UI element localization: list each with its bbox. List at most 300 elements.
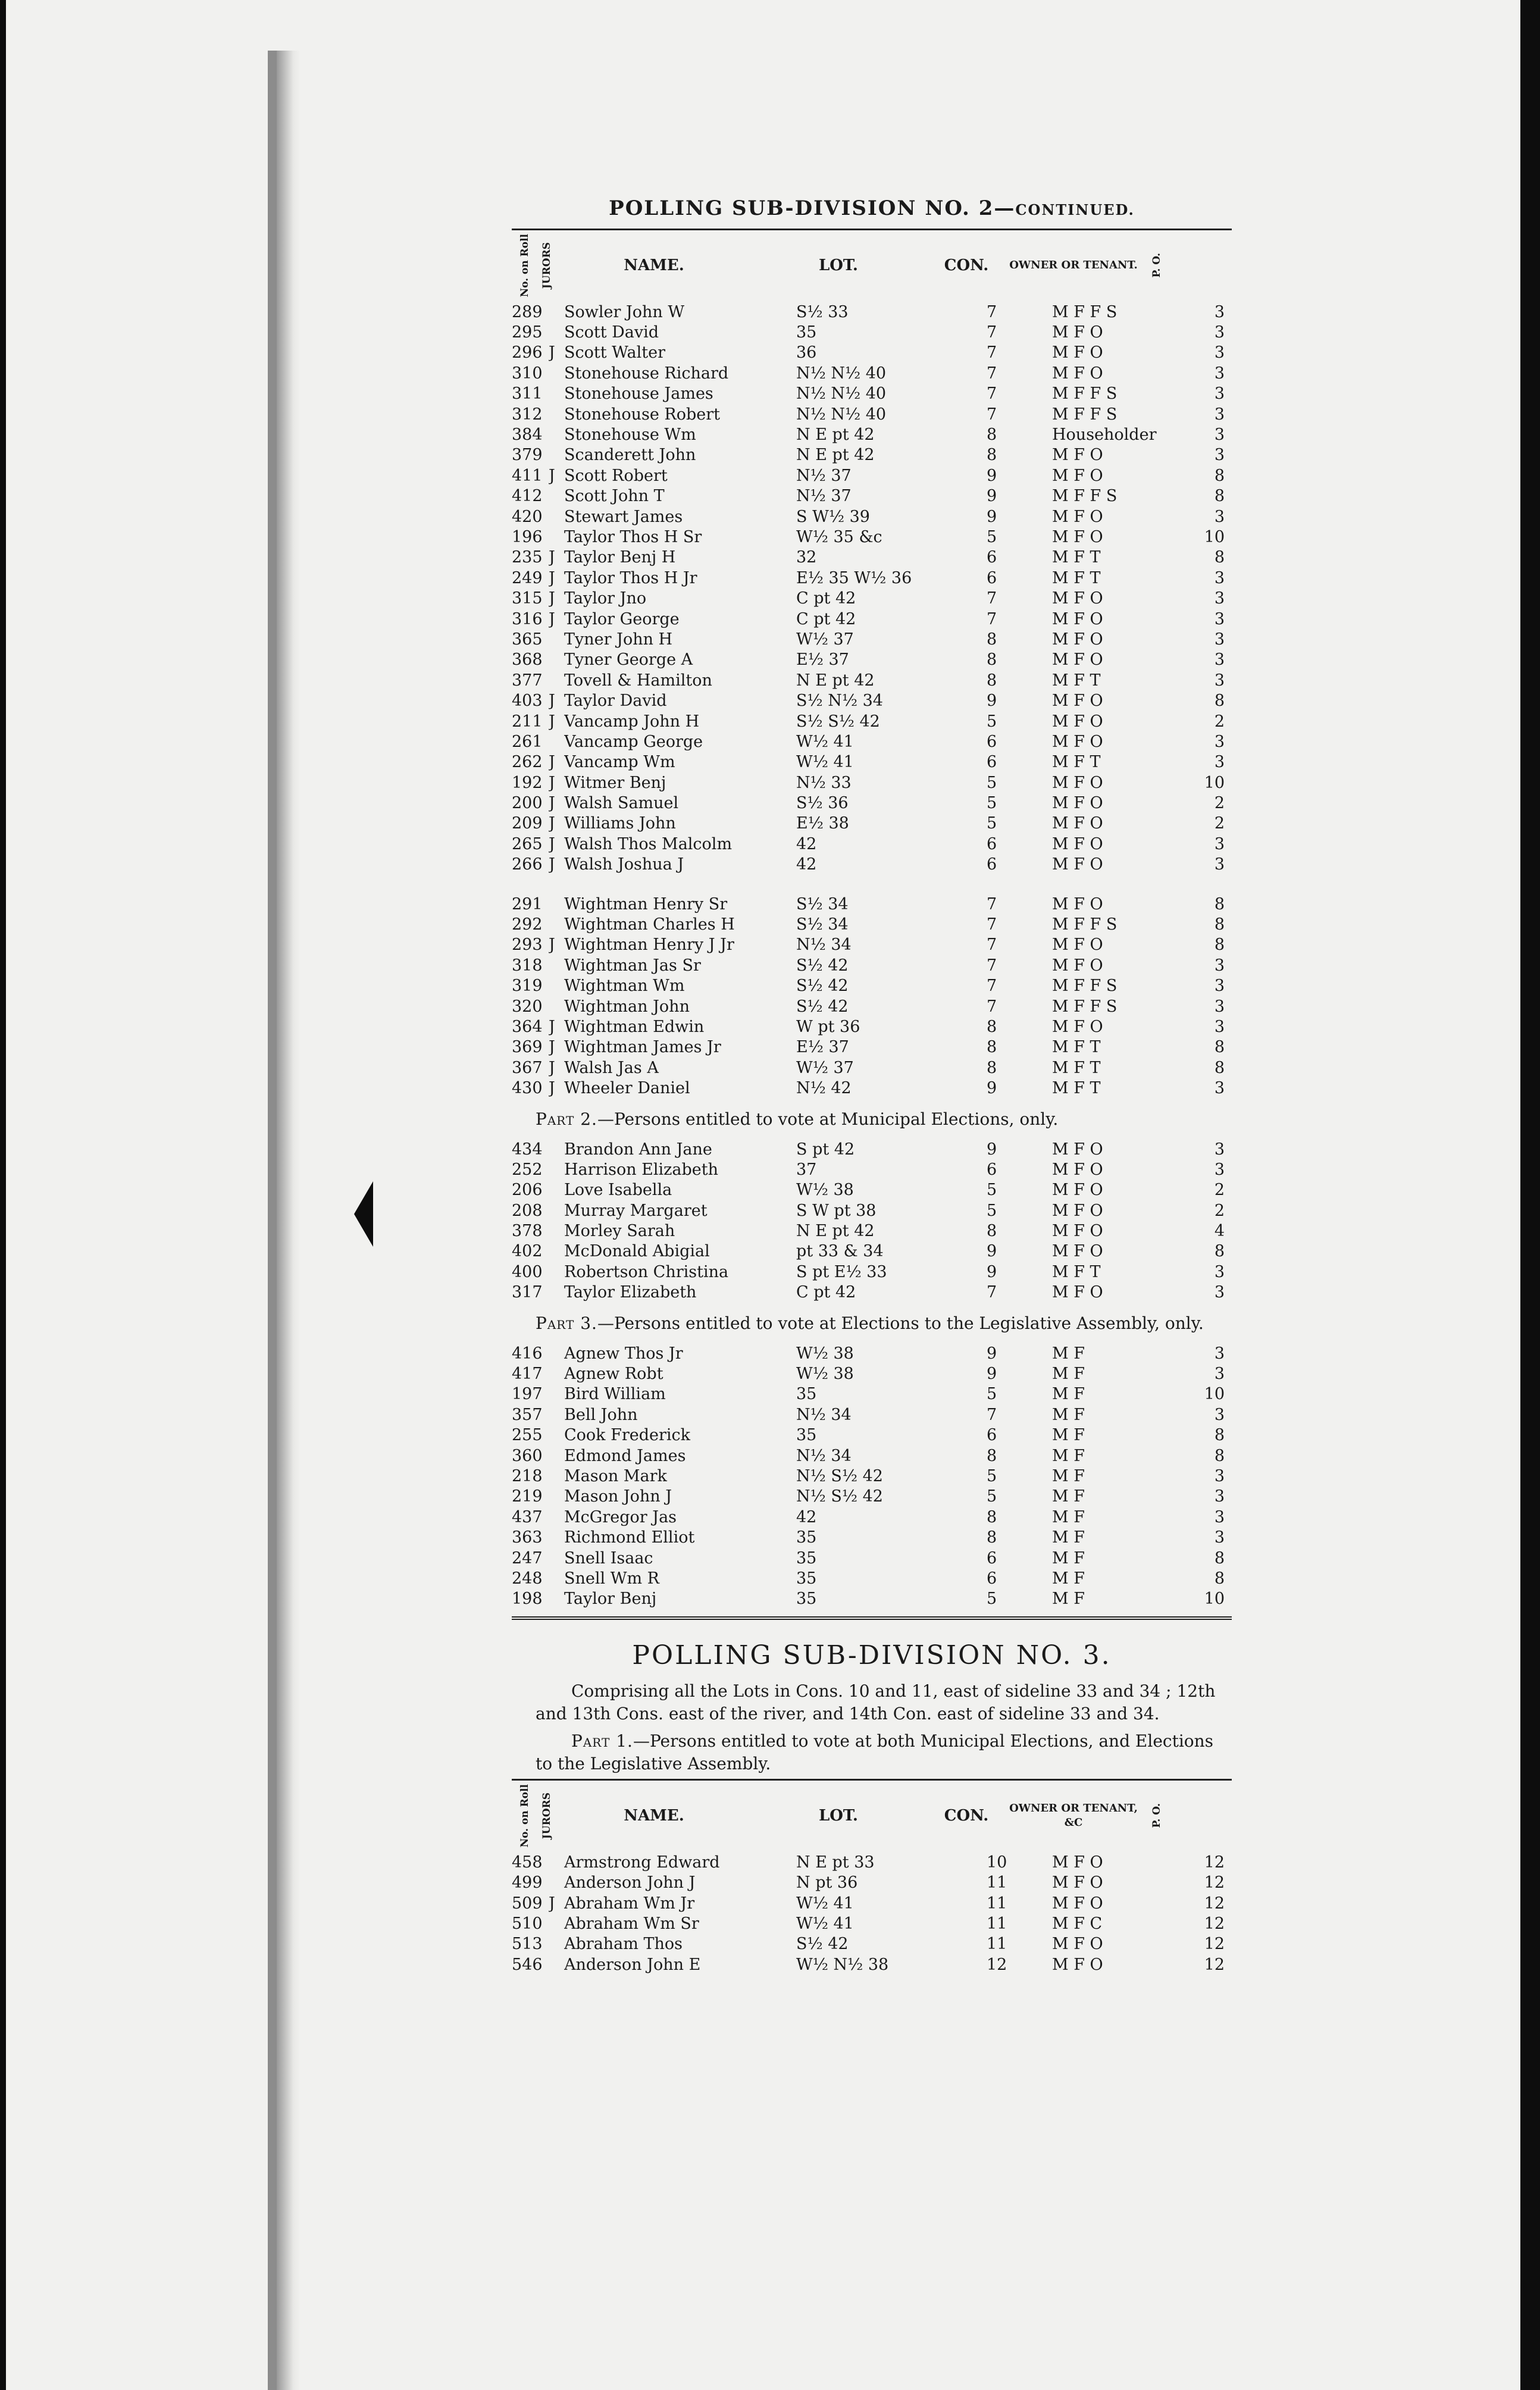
post-office: 8 — [1214, 936, 1225, 955]
post-office: 2 — [1214, 1201, 1225, 1220]
post-office: 3 — [1214, 650, 1225, 670]
concession: 5 — [987, 1181, 997, 1200]
roll-number: 437 — [512, 1507, 543, 1526]
owner-tenant: M F O — [1052, 527, 1103, 546]
table-row — [512, 302, 1232, 322]
owner-tenant: M F T — [1052, 568, 1101, 587]
voter-name: Love Isabella — [564, 1181, 672, 1200]
voter-name: Morley Sarah — [564, 1222, 675, 1241]
owner-tenant: M F T — [1052, 548, 1101, 567]
table-row — [512, 914, 1232, 934]
table-row — [512, 935, 1232, 955]
concession: 9 — [987, 487, 997, 506]
concession: 6 — [987, 1569, 997, 1588]
voter-name: Edmond James — [564, 1446, 686, 1465]
lot: S½ 33 — [796, 302, 849, 321]
table-row — [512, 1241, 1232, 1262]
owner-tenant: M F — [1052, 1385, 1085, 1404]
roll-number: 317 — [512, 1283, 543, 1302]
concession: 12 — [987, 1955, 1007, 1974]
table-row — [512, 1872, 1232, 1892]
voter-name: Tyner John H — [564, 630, 673, 649]
post-office: 3 — [1214, 384, 1225, 403]
roll-number: 198 — [512, 1590, 543, 1609]
voter-name: Anderson John E — [564, 1955, 701, 1974]
lot: S W pt 38 — [796, 1201, 877, 1220]
concession: 7 — [987, 323, 997, 342]
concession: 9 — [987, 1344, 997, 1363]
roll-number: 378 — [512, 1222, 543, 1241]
owner-tenant: M F O — [1052, 507, 1103, 526]
roll-number: 266 — [512, 855, 543, 874]
owner-tenant: M F F S — [1052, 977, 1118, 996]
juror-mark: J — [549, 466, 555, 485]
owner-tenant: M F O — [1052, 814, 1103, 833]
concession: 5 — [987, 1385, 997, 1404]
voter-name: Tyner George A — [564, 650, 693, 670]
lot: N½ S½ 42 — [796, 1467, 883, 1485]
concession: 8 — [987, 1222, 997, 1241]
lot: W½ 38 — [796, 1181, 854, 1200]
table-row — [512, 1282, 1232, 1303]
concession: 5 — [987, 1201, 997, 1220]
voter-name: Mason John J — [564, 1487, 672, 1506]
concession: 7 — [987, 915, 997, 934]
lot: W½ 35 &c — [796, 527, 882, 546]
table-row — [512, 363, 1232, 383]
part2-text: —Persons entitled to vote at Municipal Elections, only. — [597, 1109, 1059, 1129]
roll-number: 403 — [512, 692, 543, 711]
concession: 8 — [987, 1038, 997, 1057]
lot: 42 — [796, 834, 817, 853]
post-office: 3 — [1214, 753, 1225, 772]
table-row — [512, 711, 1232, 731]
post-office: 3 — [1214, 1344, 1225, 1363]
table-row — [512, 1404, 1232, 1425]
lot: N½ 34 — [796, 936, 852, 955]
post-office: 3 — [1214, 1140, 1225, 1159]
part2-heading — [512, 1108, 1232, 1131]
table-row — [512, 1016, 1232, 1037]
juror-mark: J — [549, 548, 555, 567]
table-row — [512, 1913, 1232, 1934]
voter-name: Abraham Wm Jr — [564, 1894, 695, 1913]
owner-tenant: M F O — [1052, 732, 1103, 751]
post-office: 3 — [1214, 302, 1225, 321]
owner-tenant: M F O — [1052, 1935, 1103, 1954]
owner-tenant: M F F S — [1052, 405, 1118, 424]
post-office: 8 — [1214, 915, 1225, 934]
owner-tenant: M F — [1052, 1528, 1085, 1547]
owner-tenant: M F O — [1052, 1201, 1103, 1220]
lot: 35 — [796, 1385, 817, 1404]
section3-part1 — [512, 1730, 1232, 1775]
post-office: 8 — [1214, 466, 1225, 485]
table-row — [512, 855, 1232, 875]
lot: S½ S½ 42 — [796, 712, 880, 731]
owner-tenant: M F O — [1052, 936, 1103, 955]
roll-number: 377 — [512, 671, 543, 690]
post-office: 3 — [1214, 1528, 1225, 1547]
lot: E½ 38 — [796, 814, 849, 833]
lot: E½ 37 — [796, 650, 849, 670]
post-office: 3 — [1214, 630, 1225, 649]
roll-number: 211 — [512, 712, 543, 731]
post-office: 8 — [1214, 1038, 1225, 1057]
table-row — [512, 1466, 1232, 1486]
post-office: 12 — [1204, 1853, 1225, 1872]
roll-number: 209 — [512, 814, 543, 833]
table-row — [512, 752, 1232, 772]
roll-number: 311 — [512, 384, 543, 403]
concession: 5 — [987, 814, 997, 833]
voter-name: Walsh Jas A — [564, 1058, 659, 1077]
owner-tenant: M F O — [1052, 1242, 1103, 1261]
roll-number: 420 — [512, 507, 543, 526]
juror-mark: J — [549, 609, 555, 628]
concession: 8 — [987, 630, 997, 649]
roll-number: 208 — [512, 1201, 543, 1220]
post-office: 3 — [1214, 855, 1225, 874]
roll-number: 318 — [512, 956, 543, 975]
roll-number: 430 — [512, 1079, 543, 1098]
roll-number: 417 — [512, 1365, 543, 1384]
header-name: NAME. — [624, 256, 684, 274]
voter-name: Harrison Elizabeth — [564, 1160, 718, 1179]
header-roll: No. on Roll — [519, 233, 531, 298]
s3-header-name: NAME. — [624, 1807, 684, 1825]
section3-title: POLLING SUB-DIVISION NO. 3. — [632, 1640, 1112, 1671]
lot: N½ 34 — [796, 1405, 852, 1424]
table-row — [512, 976, 1232, 996]
post-office: 12 — [1204, 1955, 1225, 1974]
roll-number: 261 — [512, 732, 543, 751]
concession: 5 — [987, 773, 997, 792]
roll-number: 265 — [512, 834, 543, 853]
lot: pt 33 & 34 — [796, 1242, 884, 1261]
roll-number: 319 — [512, 977, 543, 996]
page-title-continued: CONTINUED. — [1015, 201, 1135, 218]
voter-name: Tovell & Hamilton — [564, 671, 712, 690]
post-office: 3 — [1214, 609, 1225, 628]
roll-number: 365 — [512, 630, 543, 649]
s3-header-jurors: JURORS — [541, 1792, 553, 1840]
roll-number: 252 — [512, 1160, 543, 1179]
post-office: 3 — [1214, 1365, 1225, 1384]
roll-number: 255 — [512, 1426, 543, 1445]
table-row — [512, 527, 1232, 547]
concession: 10 — [987, 1853, 1007, 1872]
roll-number: 292 — [512, 915, 543, 934]
lot: 35 — [796, 1569, 817, 1588]
voter-name: Mason Mark — [564, 1467, 667, 1485]
voter-table-part1b — [512, 894, 1232, 1099]
roll-number: 379 — [512, 446, 543, 465]
voter-name: Scott David — [564, 323, 659, 342]
voter-name: Walsh Samuel — [564, 794, 679, 813]
concession: 8 — [987, 446, 997, 465]
roll-number: 400 — [512, 1262, 543, 1281]
owner-tenant: M F F S — [1052, 384, 1118, 403]
roll-number: 247 — [512, 1549, 543, 1568]
roll-number: 316 — [512, 609, 543, 628]
voter-name: Armstrong Edward — [564, 1853, 720, 1872]
concession: 6 — [987, 855, 997, 874]
lot: W½ 41 — [796, 753, 854, 772]
lot: S W½ 39 — [796, 507, 870, 526]
page-title — [512, 196, 1232, 220]
owner-tenant: M F O — [1052, 1222, 1103, 1241]
post-office: 8 — [1214, 1058, 1225, 1077]
page-content — [512, 196, 1232, 1975]
voter-table-part2 — [512, 1139, 1232, 1303]
juror-mark: J — [549, 1079, 555, 1098]
lot: 32 — [796, 548, 817, 567]
table-row — [512, 731, 1232, 752]
post-office: 3 — [1214, 364, 1225, 383]
voter-name: Wightman Jas Sr — [564, 956, 701, 975]
lot: E½ 35 W½ 36 — [796, 568, 912, 587]
table-row — [512, 1078, 1232, 1098]
roll-number: 509 — [512, 1894, 543, 1913]
voter-name: Vancamp George — [564, 732, 703, 751]
part2-label: Part 2. — [536, 1109, 597, 1129]
juror-mark: J — [549, 692, 555, 711]
roll-number: 296 — [512, 343, 543, 362]
lot: S½ 36 — [796, 794, 849, 813]
concession: 8 — [987, 1507, 997, 1526]
voter-table-part3 — [512, 1343, 1232, 1609]
voter-name: Wightman Wm — [564, 977, 685, 996]
juror-mark: J — [549, 794, 555, 813]
owner-tenant: M F O — [1052, 1160, 1103, 1179]
post-office: 3 — [1214, 1405, 1225, 1424]
lot: 36 — [796, 343, 817, 362]
table-row — [512, 1384, 1232, 1404]
roll-number: 248 — [512, 1569, 543, 1588]
s3-header-owner: OWNER OR TENANT, &C — [1009, 1802, 1138, 1829]
lot: S½ 42 — [796, 977, 849, 996]
owner-tenant: M F T — [1052, 1058, 1101, 1077]
voter-table-section3 — [512, 1852, 1232, 1975]
juror-mark: J — [549, 712, 555, 731]
roll-number: 197 — [512, 1385, 543, 1404]
owner-tenant: M F O — [1052, 609, 1103, 628]
table-row — [512, 1037, 1232, 1058]
post-office: 3 — [1214, 323, 1225, 342]
lot: N E pt 42 — [796, 671, 875, 690]
juror-mark: J — [549, 589, 555, 608]
table-row — [512, 506, 1232, 527]
lot: W½ 37 — [796, 630, 854, 649]
lot: N½ N½ 40 — [796, 364, 887, 383]
post-office: 3 — [1214, 405, 1225, 424]
table-row — [512, 1425, 1232, 1446]
concession: 7 — [987, 894, 997, 914]
post-office: 8 — [1214, 487, 1225, 506]
lot: 42 — [796, 855, 817, 874]
voter-name: Scott John T — [564, 487, 665, 506]
voter-name: Williams John — [564, 814, 676, 833]
scan-border — [1522, 0, 1540, 2390]
roll-number: 293 — [512, 936, 543, 955]
post-office: 3 — [1214, 1467, 1225, 1485]
lot: E½ 37 — [796, 1038, 849, 1057]
owner-tenant: M F F S — [1052, 997, 1118, 1016]
table-row — [512, 772, 1232, 793]
lot: N½ S½ 42 — [796, 1487, 883, 1506]
owner-tenant: M F O — [1052, 1955, 1103, 1974]
table-row — [512, 1058, 1232, 1078]
owner-tenant: M F O — [1052, 466, 1103, 485]
post-office: 12 — [1204, 1914, 1225, 1933]
voter-name: Murray Margaret — [564, 1201, 708, 1220]
owner-tenant: M F T — [1052, 1079, 1101, 1098]
voter-name: Stonehouse Wm — [564, 426, 696, 445]
concession: 6 — [987, 1160, 997, 1179]
owner-tenant: M F O — [1052, 323, 1103, 342]
concession: 11 — [987, 1914, 1007, 1933]
post-office: 3 — [1214, 1507, 1225, 1526]
post-office: 3 — [1214, 446, 1225, 465]
owner-tenant: M F O — [1052, 364, 1103, 383]
lot: 35 — [796, 1590, 817, 1609]
juror-mark: J — [549, 936, 555, 955]
voter-name: Agnew Robt — [564, 1365, 663, 1384]
voter-name: Bell John — [564, 1405, 638, 1424]
lot: S½ N½ 34 — [796, 692, 883, 711]
post-office: 8 — [1214, 692, 1225, 711]
owner-tenant: M F — [1052, 1507, 1085, 1526]
voter-name: Abraham Thos — [564, 1935, 683, 1954]
roll-number: 368 — [512, 650, 543, 670]
concession: 5 — [987, 1487, 997, 1506]
voter-name: Taylor David — [564, 692, 667, 711]
table-row — [512, 322, 1232, 342]
roll-number: 219 — [512, 1487, 543, 1506]
post-office: 3 — [1214, 956, 1225, 975]
s3-header-lot: LOT. — [819, 1807, 858, 1825]
table-row — [512, 1343, 1232, 1363]
table-row — [512, 486, 1232, 506]
lot: W pt 36 — [796, 1017, 860, 1036]
roll-number: 289 — [512, 302, 543, 321]
post-office: 10 — [1204, 773, 1225, 792]
lot: 37 — [796, 1160, 817, 1179]
owner-tenant: M F O — [1052, 1853, 1103, 1872]
post-office: 3 — [1214, 1262, 1225, 1281]
owner-tenant: M F O — [1052, 446, 1103, 465]
concession: 7 — [987, 1283, 997, 1302]
post-office: 8 — [1214, 548, 1225, 567]
owner-tenant: M F — [1052, 1590, 1085, 1609]
lot: C pt 42 — [796, 1283, 856, 1302]
concession: 7 — [987, 343, 997, 362]
table-row — [512, 690, 1232, 711]
concession: 8 — [987, 671, 997, 690]
page-title-main: POLLING SUB-DIVISION NO. 2— — [609, 196, 1016, 220]
concession: 7 — [987, 589, 997, 608]
roll-number: 235 — [512, 548, 543, 567]
juror-mark: J — [549, 1058, 555, 1077]
concession: 7 — [987, 936, 997, 955]
concession: 9 — [987, 466, 997, 485]
concession: 8 — [987, 1446, 997, 1465]
post-office: 3 — [1214, 732, 1225, 751]
concession: 9 — [987, 1365, 997, 1384]
lot: W½ 38 — [796, 1365, 854, 1384]
concession: 9 — [987, 1079, 997, 1098]
lot: W½ 41 — [796, 1914, 854, 1933]
voter-name: Wightman Charles H — [564, 915, 735, 934]
header-lot: LOT. — [819, 256, 858, 274]
concession: 8 — [987, 650, 997, 670]
post-office: 4 — [1214, 1222, 1225, 1241]
owner-tenant: M F T — [1052, 1262, 1101, 1281]
owner-tenant: M F T — [1052, 671, 1101, 690]
table-row — [512, 1180, 1232, 1200]
table-row — [512, 1893, 1232, 1913]
voter-table-part1a — [512, 302, 1232, 875]
table-row — [512, 1446, 1232, 1466]
voter-name: McDonald Abigial — [564, 1242, 710, 1261]
post-office: 12 — [1204, 1894, 1225, 1913]
roll-number: 363 — [512, 1528, 543, 1547]
post-office: 8 — [1214, 1426, 1225, 1445]
owner-tenant: M F O — [1052, 1017, 1103, 1036]
document-page — [6, 0, 1520, 2390]
owner-tenant: M F O — [1052, 894, 1103, 914]
concession: 9 — [987, 1262, 997, 1281]
concession: 11 — [987, 1894, 1007, 1913]
table-row — [512, 384, 1232, 404]
roll-number: 218 — [512, 1467, 543, 1485]
table-row — [512, 1852, 1232, 1872]
lot: N pt 36 — [796, 1873, 858, 1892]
table-row — [512, 1487, 1232, 1507]
post-office: 2 — [1214, 1181, 1225, 1200]
lot: N½ 33 — [796, 773, 852, 792]
lot: N½ N½ 40 — [796, 405, 887, 424]
post-office: 3 — [1214, 507, 1225, 526]
lot: W½ 41 — [796, 732, 854, 751]
post-office: 3 — [1214, 1283, 1225, 1302]
juror-mark: J — [549, 834, 555, 853]
concession: 5 — [987, 712, 997, 731]
table-row — [512, 548, 1232, 568]
table-row — [512, 588, 1232, 608]
lot: 35 — [796, 1528, 817, 1547]
lot: N½ 37 — [796, 466, 852, 485]
lot: N E pt 42 — [796, 446, 875, 465]
lot: N½ 34 — [796, 1446, 852, 1465]
juror-mark: J — [549, 814, 555, 833]
table-row — [512, 894, 1232, 914]
concession: 5 — [987, 794, 997, 813]
concession: 5 — [987, 1590, 997, 1609]
owner-tenant: M F — [1052, 1487, 1085, 1506]
lot: S½ 34 — [796, 915, 849, 934]
owner-tenant: M F — [1052, 1344, 1085, 1363]
owner-tenant: M F O — [1052, 343, 1103, 362]
voter-name: Taylor Jno — [564, 589, 647, 608]
header-po: P. O. — [1151, 253, 1163, 278]
header-con: CON. — [944, 256, 989, 274]
concession: 11 — [987, 1873, 1007, 1892]
concession: 7 — [987, 956, 997, 975]
lot: S½ 42 — [796, 997, 849, 1016]
roll-number: 384 — [512, 426, 543, 445]
